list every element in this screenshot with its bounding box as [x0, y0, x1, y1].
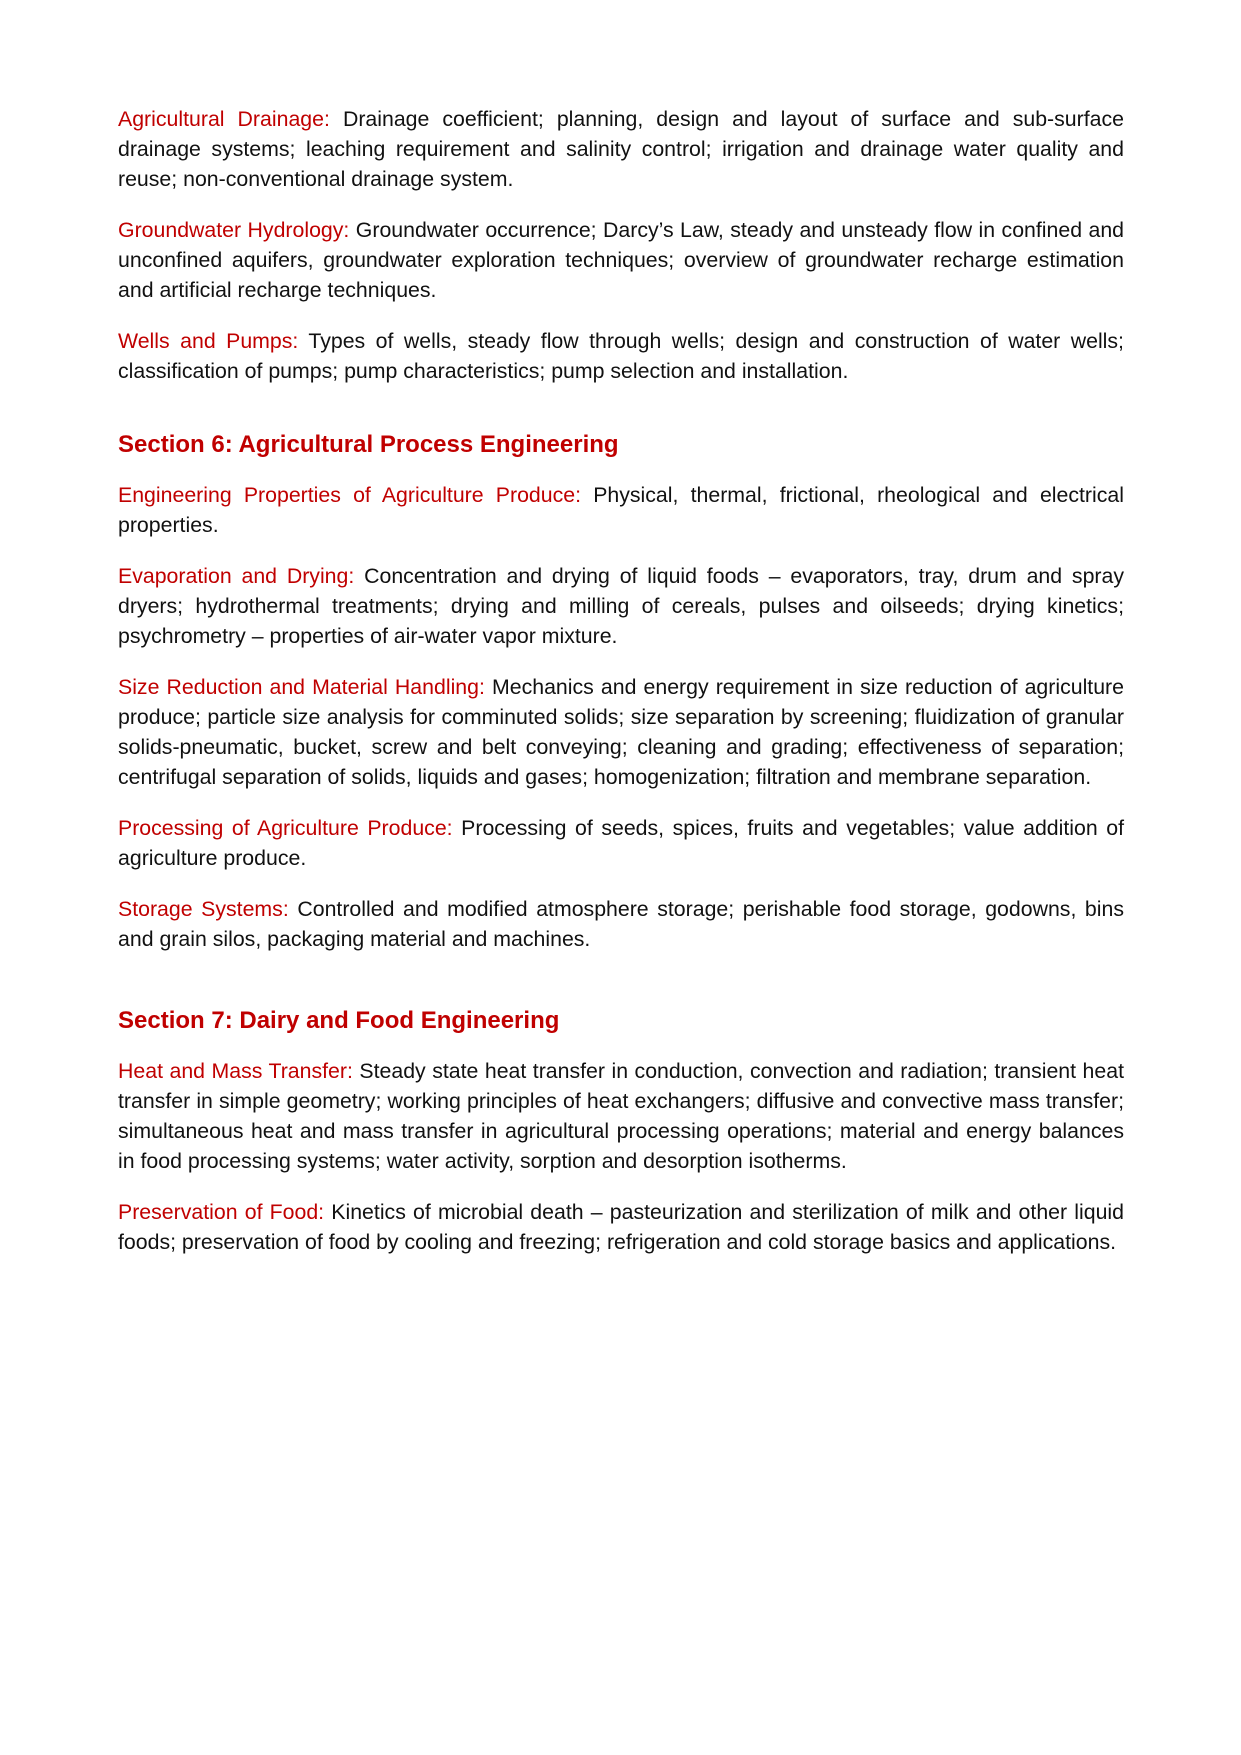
- topic-description: Types of wells, steady flow through wells; design and construction of water wells; classification of pumps; pump characteristics; pump selection and installation.: [118, 329, 1124, 383]
- paragraph-engineering-properties: [118, 480, 1124, 540]
- paragraph-evaporation-and-drying: [118, 561, 1124, 651]
- paragraph-heat-and-mass-transfer: [118, 1056, 1124, 1176]
- paragraph-agricultural-drainage: [118, 104, 1124, 194]
- paragraph-preservation-of-food: [118, 1197, 1124, 1257]
- topic-label: Groundwater Hydrology:: [118, 218, 350, 242]
- topic-description: Concentration and drying of liquid foods – evaporators, tray, drum and spray dryers; hydrothermal treatments; drying and milling of cereals, pulses and oilseeds; drying kinetics; psychrometry – properties of air-water vapor mixture.: [118, 564, 1124, 648]
- paragraph-wells-and-pumps: [118, 326, 1124, 386]
- topic-description: Physical, thermal, frictional, rheological and electrical properties.: [118, 483, 1124, 537]
- topic-description: Kinetics of microbial death – pasteurization and sterilization of milk and other liquid foods; preservation of food by cooling and freezing; refrigeration and cold storage basics and applications.: [118, 1200, 1124, 1254]
- topic-label: Processing of Agriculture Produce:: [118, 816, 453, 840]
- topic-label: Size Reduction and Material Handling:: [118, 675, 485, 699]
- topic-label: Preservation of Food:: [118, 1200, 325, 1224]
- topic-label: Agricultural Drainage:: [118, 107, 330, 131]
- topic-description: Controlled and modified atmosphere storage; perishable food storage, godowns, bins and grain silos, packaging material and machines.: [118, 897, 1125, 951]
- topic-description: Steady state heat transfer in conduction, convection and radiation; transient heat transfer in simple geometry; working principles of heat exchangers; diffusive and convective mass transfer; simultaneous heat and mass transfer in agricultural processing operations; material and energy balances in food processing systems; water activity, sorption and desorption isotherms.: [118, 1059, 1125, 1173]
- topic-description: Mechanics and energy requirement in size reduction of agriculture produce; particle size analysis for comminuted solids; size separation by screening; fluidization of granular solids-pneumatic, bucket, screw and belt conveying; cleaning and grading; effectiveness of separation; centrifugal separation of solids, liquids and gases; homogenization; filtration and membrane separation.: [118, 675, 1124, 789]
- topic-description: Drainage coefficient; planning, design and layout of surface and sub-surface drainage systems; leaching requirement and salinity control; irrigation and drainage water quality and reuse; non-conventional drainage system.: [118, 107, 1124, 191]
- topic-description: Processing of seeds, spices, fruits and vegetables; value addition of agriculture produce.: [118, 816, 1125, 870]
- document-page: [118, 104, 1124, 1278]
- paragraph-groundwater-hydrology: [118, 215, 1124, 305]
- section-6-heading: Section 6: Agricultural Process Engineering: [118, 431, 619, 458]
- topic-label: Evaporation and Drying:: [118, 564, 355, 588]
- topic-label: Storage Systems:: [118, 897, 289, 921]
- topic-label: Heat and Mass Transfer:: [118, 1059, 353, 1083]
- topic-label: Engineering Properties of Agriculture Produce:: [118, 483, 582, 507]
- paragraph-size-reduction: [118, 672, 1124, 792]
- section-7-heading: Section 7: Dairy and Food Engineering: [118, 1007, 560, 1034]
- topic-description: Groundwater occurrence; Darcy’s Law, steady and unsteady flow in confined and unconfined aquifers, groundwater exploration techniques; overview of groundwater recharge estimation and artificial recharge techniques.: [118, 218, 1125, 302]
- topic-label: Wells and Pumps:: [118, 329, 299, 353]
- paragraph-processing-of-produce: [118, 813, 1124, 873]
- paragraph-storage-systems: [118, 894, 1124, 954]
